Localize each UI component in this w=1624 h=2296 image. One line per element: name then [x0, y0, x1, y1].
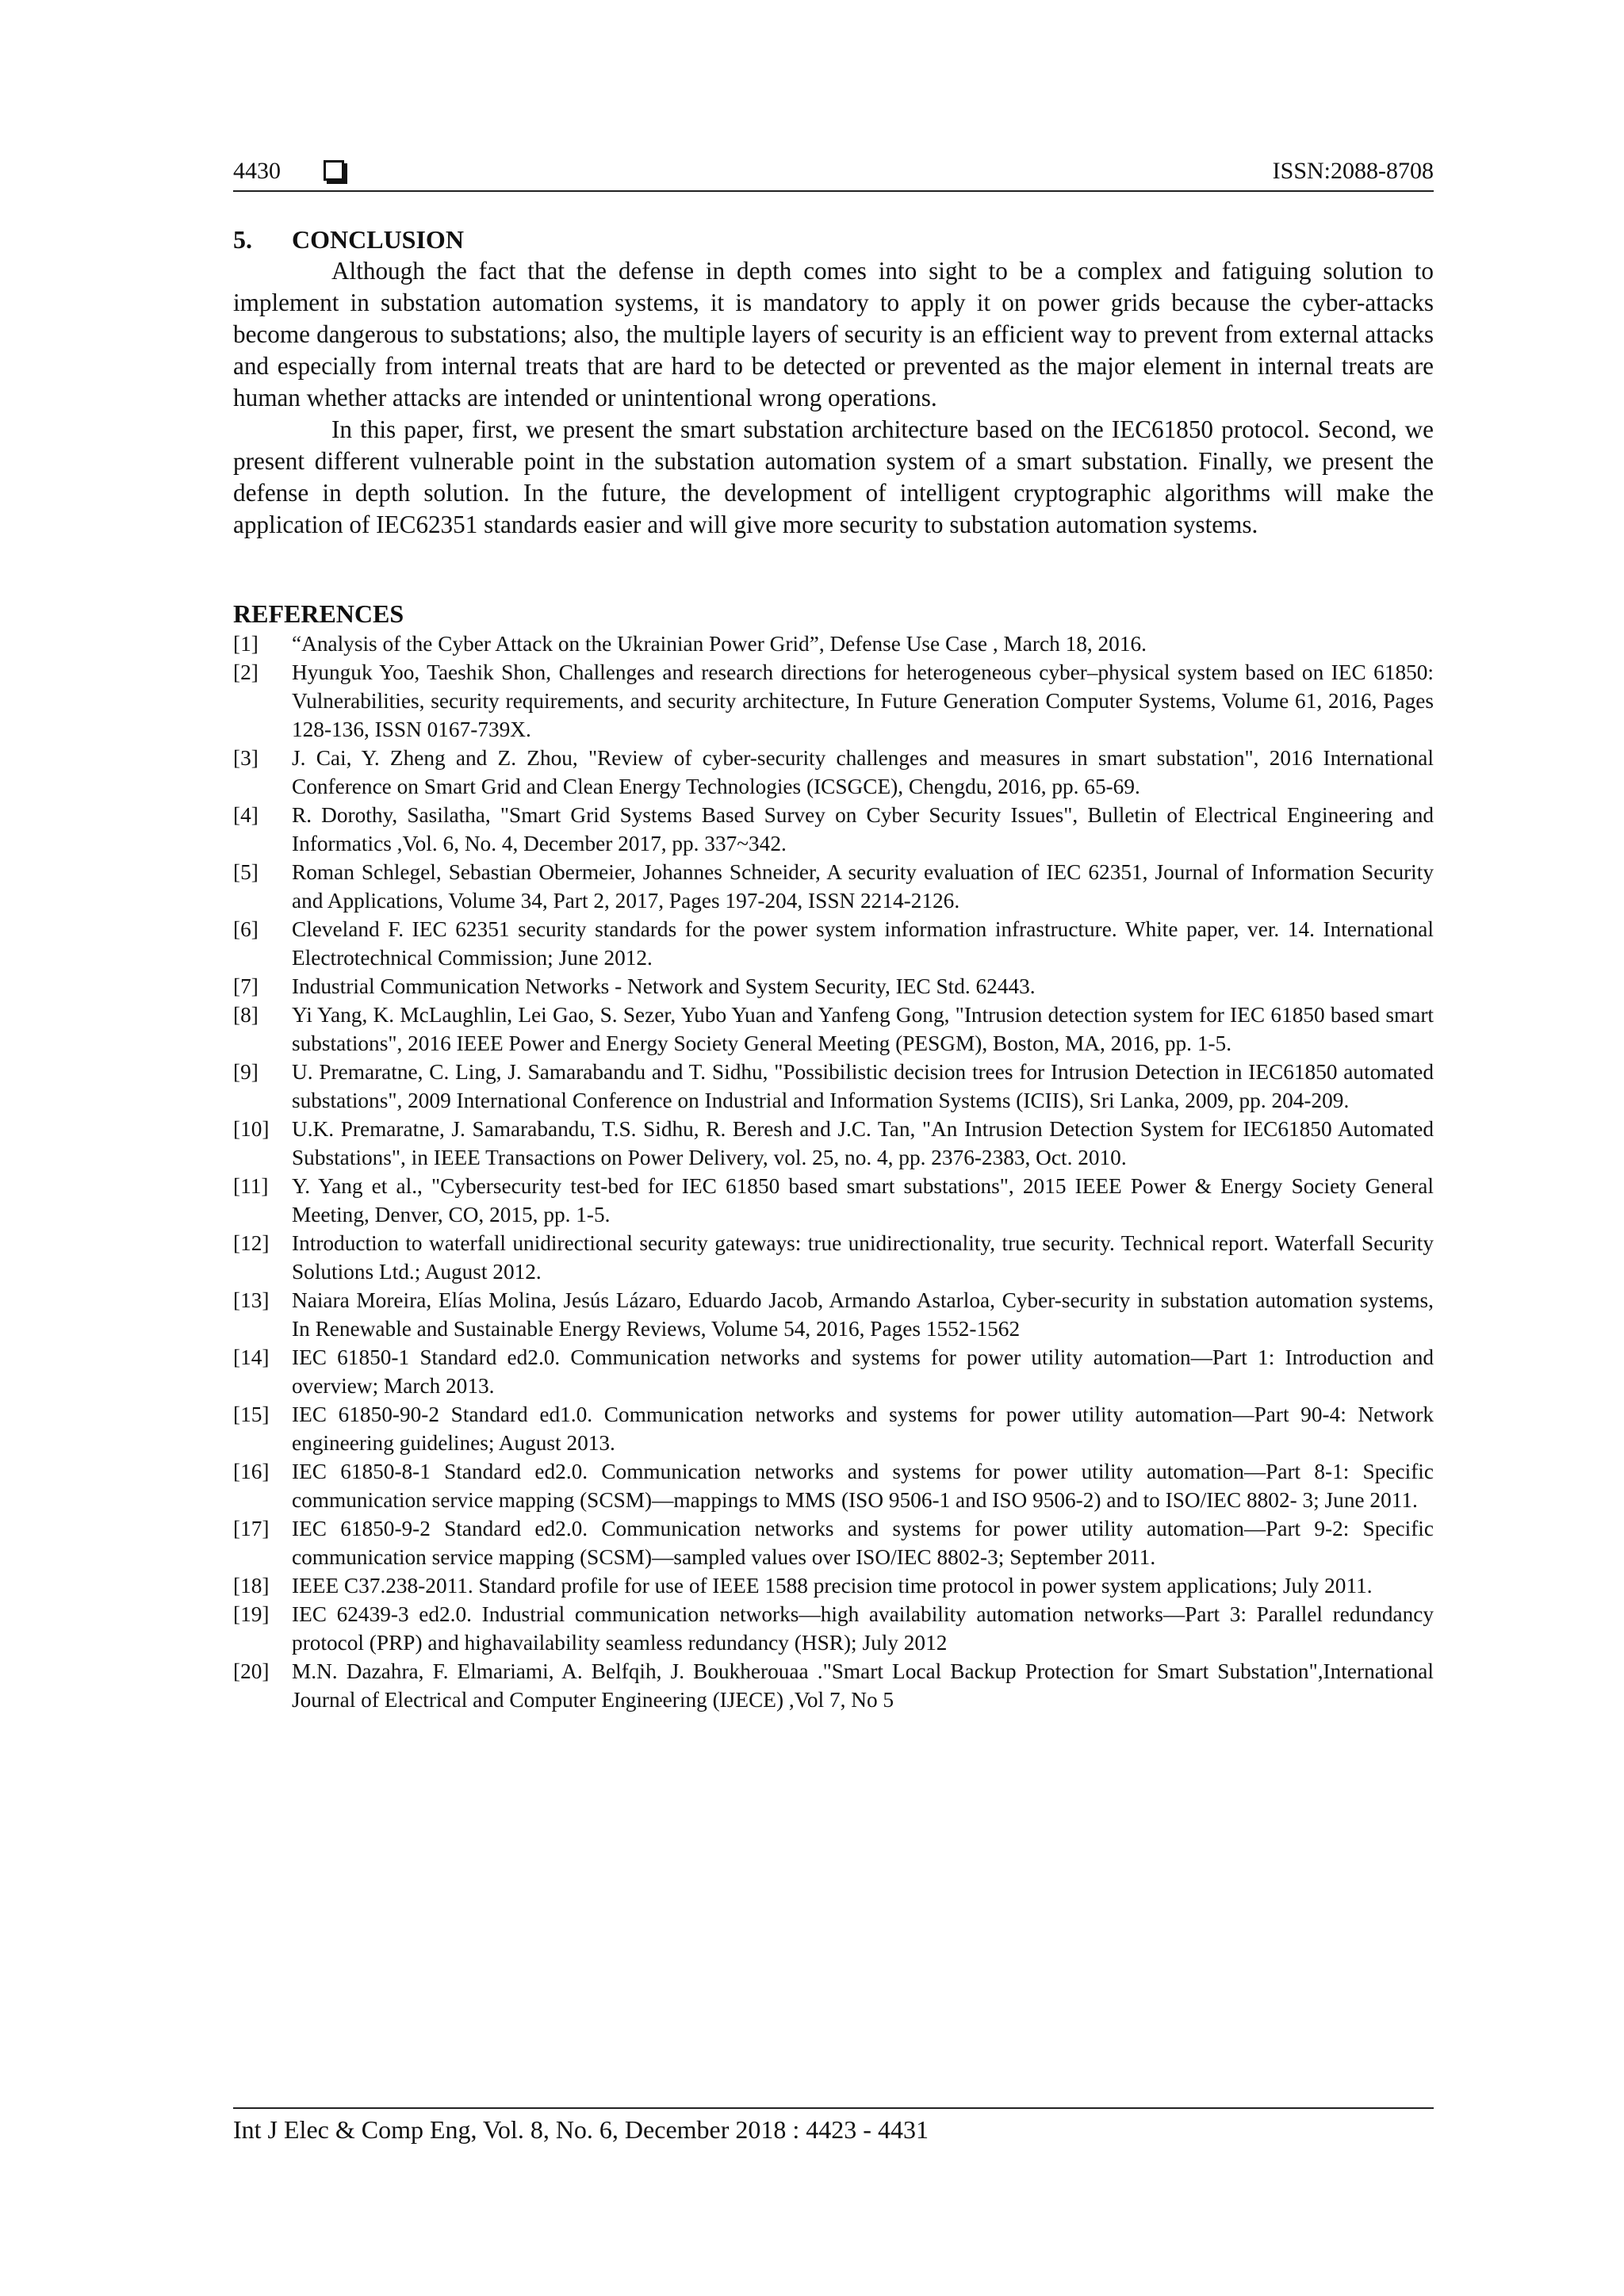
reference-text: Introduction to waterfall unidirectional security gateways: true unidirectionality, true security. Technical report. Waterfall Security Solutions Ltd.; August 2012.	[292, 1231, 1434, 1284]
reference-item	[233, 1657, 1434, 1714]
reference-number: [13]	[233, 1288, 270, 1312]
reference-item	[233, 1115, 1434, 1172]
references-heading: REFERENCES	[233, 599, 404, 628]
reference-item	[233, 1571, 1434, 1600]
section-heading-conclusion	[233, 224, 1434, 255]
reference-number: [19]	[233, 1602, 270, 1626]
reference-number: [16]	[233, 1460, 270, 1483]
reference-text: Y. Yang et al., "Cybersecurity test-bed for IEC 61850 based smart substations", 2015 IEEE Power & Energy Society General Meeting, Denver, CO, 2015, pp. 1-5.	[292, 1174, 1434, 1226]
reference-item	[233, 629, 1434, 658]
reference-text: IEC 61850-90-2 Standard ed1.0. Communication networks and systems for power utility automation—Part 90-4: Network engineering guidelines; August 2013.	[292, 1402, 1434, 1455]
reference-number: [11]	[233, 1174, 269, 1198]
reference-number: [7]	[233, 974, 259, 998]
conclusion-paragraph: Although the fact that the defense in depth comes into sight to be a complex and fatiguing solution to implement in substation automation systems, it is mandatory to apply it on power grids because the cyber-attacks become dangerous to substations; also, the multiple layers of security is an efficient way to prevent from external attacks and especially from internal treats that are hard to be detected or prevented as the major element in internal treats are human whether attacks are intended or unintentional wrong operations.	[233, 257, 1434, 411]
page-footer	[233, 2107, 1434, 2145]
reference-item	[233, 1343, 1434, 1400]
reference-item	[233, 1229, 1434, 1286]
reference-item	[233, 1286, 1434, 1343]
reference-text: IEC 62439-3 ed2.0. Industrial communication networks—high availability automation networks—Part 3: Parallel redundancy protocol (PRP) and highavailability seamless redundancy (HSR); July 2012	[292, 1602, 1434, 1655]
reference-number: [17]	[233, 1517, 270, 1540]
reference-number: [18]	[233, 1574, 270, 1598]
reference-item	[233, 1457, 1434, 1514]
reference-number: [5]	[233, 860, 259, 884]
reference-number: [1]	[233, 632, 259, 656]
reference-number: [12]	[233, 1231, 270, 1255]
reference-number: [20]	[233, 1659, 270, 1683]
reference-item	[233, 858, 1434, 915]
reference-number: [4]	[233, 803, 259, 827]
reference-text: R. Dorothy, Sasilatha, "Smart Grid Systems Based Survey on Cyber Security Issues", Bulletin of Electrical Engineering and Informatics ,Vol. 6, No. 4, December 2017, pp. 337~342.	[292, 803, 1434, 855]
reference-item	[233, 658, 1434, 744]
reference-text: U. Premaratne, C. Ling, J. Samarabandu and T. Sidhu, "Possibilistic decision trees for Intrusion Detection in IEC61850 automated substations", 2009 International Conference on Industrial and Information Systems (ICIIS), Sri Lanka, 2009, pp. 204-209.	[292, 1060, 1434, 1112]
issn: ISSN:2088-8708	[1272, 158, 1434, 184]
reference-item	[233, 915, 1434, 972]
section-title: CONCLUSION	[292, 225, 464, 254]
reference-text: “Analysis of the Cyber Attack on the Ukrainian Power Grid”, Defense Use Case , March 18, 2016.	[292, 632, 1147, 656]
reference-number: [14]	[233, 1345, 270, 1369]
reference-number: [8]	[233, 1003, 259, 1027]
reference-text: Cleveland F. IEC 62351 security standards for the power system information infrastructure. White paper, ver. 14. International Electrotechnical Commission; June 2012.	[292, 917, 1434, 970]
reference-item	[233, 1001, 1434, 1058]
conclusion-paragraph: In this paper, first, we present the smart substation architecture based on the IEC61850 protocol. Second, we present different vulnerable point in the substation automation system of a smart substation. Finally, we present the defense in depth solution. In the future, the development of intelligent cryptographic algorithms will make the application of IEC62351 standards easier and will give more security to substation automation systems.	[233, 415, 1434, 538]
reference-item	[233, 1400, 1434, 1457]
reference-number: [2]	[233, 660, 259, 684]
reference-number: [9]	[233, 1060, 259, 1084]
reference-list	[233, 629, 1434, 1714]
reference-number: [3]	[233, 746, 259, 770]
reference-text: U.K. Premaratne, J. Samarabandu, T.S. Sidhu, R. Beresh and J.C. Tan, "An Intrusion Detection System for IEC61850 Automated Substations", in IEEE Transactions on Power Delivery, vol. 25, no. 4, pp. 2376-2383, Oct. 2010.	[292, 1117, 1434, 1169]
reference-item	[233, 1600, 1434, 1657]
reference-text: Naiara Moreira, Elías Molina, Jesús Lázaro, Eduardo Jacob, Armando Astarloa, Cyber-security in substation automation systems, In Renewable and Sustainable Energy Reviews, Volume 54, 2016, Pages 1552-1562	[292, 1288, 1434, 1341]
reference-text: IEC 61850-1 Standard ed2.0. Communication networks and systems for power utility automation—Part 1: Introduction and overview; March 2013.	[292, 1345, 1434, 1398]
reference-text: Yi Yang, K. McLaughlin, Lei Gao, S. Sezer, Yubo Yuan and Yanfeng Gong, "Intrusion detection system for IEC 61850 based smart substations", 2016 IEEE Power and Energy Society General Meeting (PESGM), Boston, MA, 2016, pp. 1-5.	[292, 1003, 1434, 1055]
reference-text: Hyunguk Yoo, Taeshik Shon, Challenges and research directions for heterogeneous cyber–physical system based on IEC 61850: Vulnerabilities, security requirements, and security architecture, In Future Generation Computer Systems, Volume 61, 2016, Pages 128-136, ISSN 0167-739X.	[292, 660, 1434, 741]
page-header	[233, 155, 1434, 192]
reference-item	[233, 801, 1434, 858]
main-content	[233, 224, 1434, 1714]
reference-item	[233, 744, 1434, 801]
reference-text: Industrial Communication Networks - Network and System Security, IEC Std. 62443.	[292, 974, 1036, 998]
page-number: 4430	[233, 158, 281, 184]
reference-number: [10]	[233, 1117, 270, 1141]
reference-text: IEC 61850-9-2 Standard ed2.0. Communication networks and systems for power utility automation—Part 9-2: Specific communication service mapping (SCSM)—sampled values over ISO/IEC 8802-3; September 2011.	[292, 1517, 1434, 1569]
reference-text: IEEE C37.238-2011. Standard profile for use of IEEE 1588 precision time protocol in power system applications; July 2011.	[292, 1574, 1373, 1598]
square-shadow-icon	[324, 160, 344, 181]
reference-text: Roman Schlegel, Sebastian Obermeier, Johannes Schneider, A security evaluation of IEC 62351, Journal of Information Security and Applications, Volume 34, Part 2, 2017, Pages 197-204, ISSN 2214-2126.	[292, 860, 1434, 913]
reference-number: [6]	[233, 917, 259, 941]
reference-item	[233, 1058, 1434, 1115]
reference-text: IEC 61850-8-1 Standard ed2.0. Communication networks and systems for power utility automation—Part 8-1: Specific communication service mapping (SCSM)—mappings to MMS (ISO 9506-1 and ISO 9506-2) and to ISO/IEC 8802- 3; June 2011.	[292, 1460, 1434, 1512]
reference-item	[233, 1172, 1434, 1229]
reference-number: [15]	[233, 1402, 270, 1426]
reference-item	[233, 972, 1434, 1001]
section-number: 5.	[233, 225, 252, 254]
reference-text: M.N. Dazahra, F. Elmariami, A. Belfqih, J. Boukherouaa ."Smart Local Backup Protection for Smart Substation",International Journal of Electrical and Computer Engineering (IJECE) ,Vol 7, No 5	[292, 1659, 1434, 1712]
journal-citation: Int J Elec & Comp Eng, Vol. 8, No. 6, December 2018 : 4423 - 4431	[233, 2115, 929, 2144]
reference-text: J. Cai, Y. Zheng and Z. Zhou, "Review of cyber-security challenges and measures in smart substation", 2016 International Conference on Smart Grid and Clean Energy Technologies (ICSGCE), Chengdu, 2016, pp. 65-69.	[292, 746, 1434, 798]
reference-item	[233, 1514, 1434, 1571]
